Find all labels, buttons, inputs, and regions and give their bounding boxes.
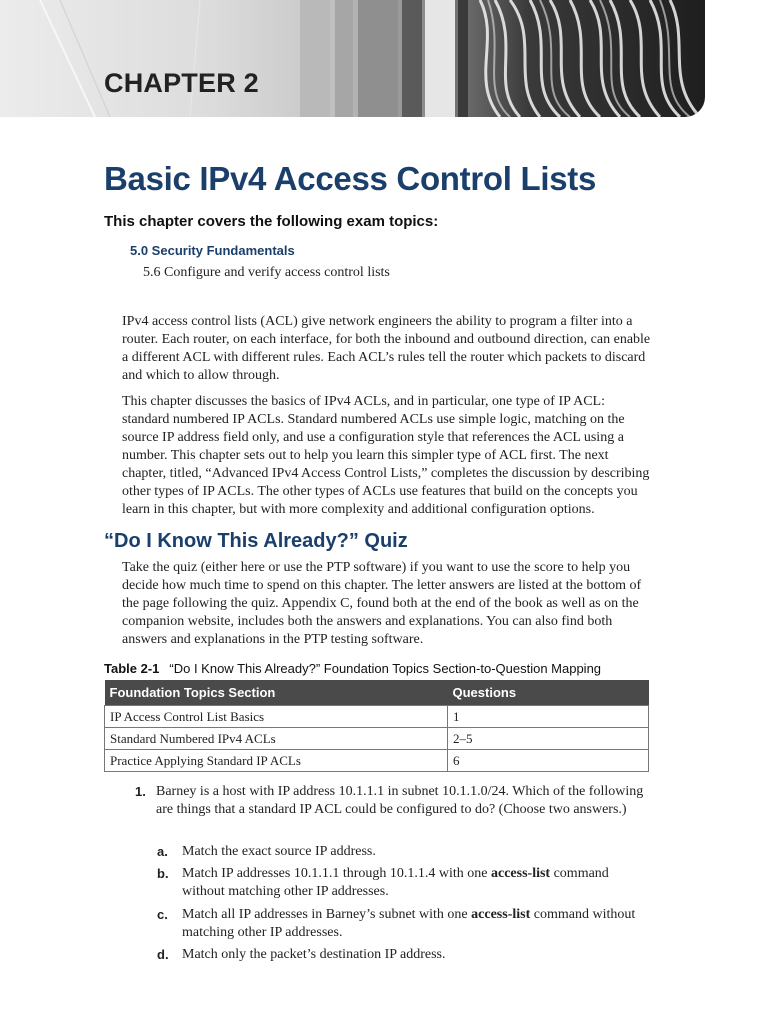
table-number: Table 2-1 [104, 661, 160, 676]
chapter-banner [0, 0, 705, 117]
table-caption-text: “Do I Know This Already?” Foundation Topics Section-to-Question Mapping [169, 661, 602, 676]
intro-paragraph-2: This chapter discusses the basics of IPv4 ACLs, and in particular, one type of IP ACL: standard numbered IP ACLs. Standard numbered ACLs use simple logic, matching on the source IP address field only, and use a configuration style that references the ACL using a number. This chapter sets out to help you learn this simpler type of ACL first. The next chapter, titled, “Advanced IPv4 Access Control Lists,” completes the discussion by describing other types of IP ACLs. The other types of ACLs use features that build on the concepts you learn in this chapter, but with more complexity and additional configuration options. [122, 394, 650, 517]
table-header-section: Foundation Topics Section [105, 680, 448, 706]
chapter-label: CHAPTER 2 [104, 68, 259, 98]
option-text: Match only the packet’s destination IP address. [182, 947, 446, 962]
option-letter: a. [157, 844, 168, 859]
quiz-intro-paragraph: Take the quiz (either here or use the PTP software) if you want to use the score to help you decide how much time to spend on this chapter. The letter answers are listed at the bottom of the page following the quiz. Appendix C, found both at the end of the book as well as on the companion website, includes both the answers and explanations. You can also find both answers and explanations in the PTP testing software. [122, 560, 642, 647]
table-cell-section: Practice Applying Standard IP ACLs [105, 750, 448, 772]
table-cell-questions: 6 [448, 750, 649, 772]
table-header-questions: Questions [448, 680, 649, 706]
option-text: Match all IP addresses in Barney’s subnet with one access-list command without matching other IP addresses. [182, 907, 636, 940]
intro-paragraph-1: IPv4 access control lists (ACL) give network engineers the ability to program a filter into a router. Each router, on each interface, for both the inbound and outbound direction, can enable a different ACL with different rules. Each ACL’s rules tell the router which packets to discard and which to allow through. [122, 314, 651, 383]
mapping-table [104, 680, 649, 772]
command-keyword: access-list [471, 907, 531, 922]
server-rack-photo [0, 0, 705, 117]
option-text: Match IP addresses 10.1.1.1 through 10.1.1.4 with one access-list command without matching other IP addresses. [182, 866, 609, 899]
option-letter: b. [157, 866, 169, 881]
option-letter: c. [157, 907, 168, 922]
exam-topics-intro: This chapter covers the following exam topics: [104, 213, 439, 230]
command-keyword: access-list [491, 866, 551, 881]
table-cell-section: Standard Numbered IPv4 ACLs [105, 728, 448, 750]
table-row [105, 706, 649, 728]
table-caption [104, 661, 601, 676]
exam-topic-heading: 5.0 Security Fundamentals [130, 243, 295, 258]
table-header-row [105, 680, 649, 706]
table-row [105, 728, 649, 750]
quiz-heading: “Do I Know This Already?” Quiz [104, 530, 408, 552]
table-cell-questions: 2–5 [448, 728, 649, 750]
exam-topic-item: 5.6 Configure and verify access control lists [143, 265, 390, 280]
question-text: Barney is a host with IP address 10.1.1.1 in subnet 10.1.1.0/24. Which of the following are things that a standard IP ACL could be configured to do? (Choose two answers.) [156, 784, 644, 817]
option-letter: d. [157, 947, 169, 962]
question-number: 1. [135, 784, 146, 799]
table-cell-section: IP Access Control List Basics [105, 706, 448, 728]
table-row [105, 750, 649, 772]
page-title: Basic IPv4 Access Control Lists [104, 160, 597, 197]
option-text: Match the exact source IP address. [182, 844, 376, 859]
table-cell-questions: 1 [448, 706, 649, 728]
